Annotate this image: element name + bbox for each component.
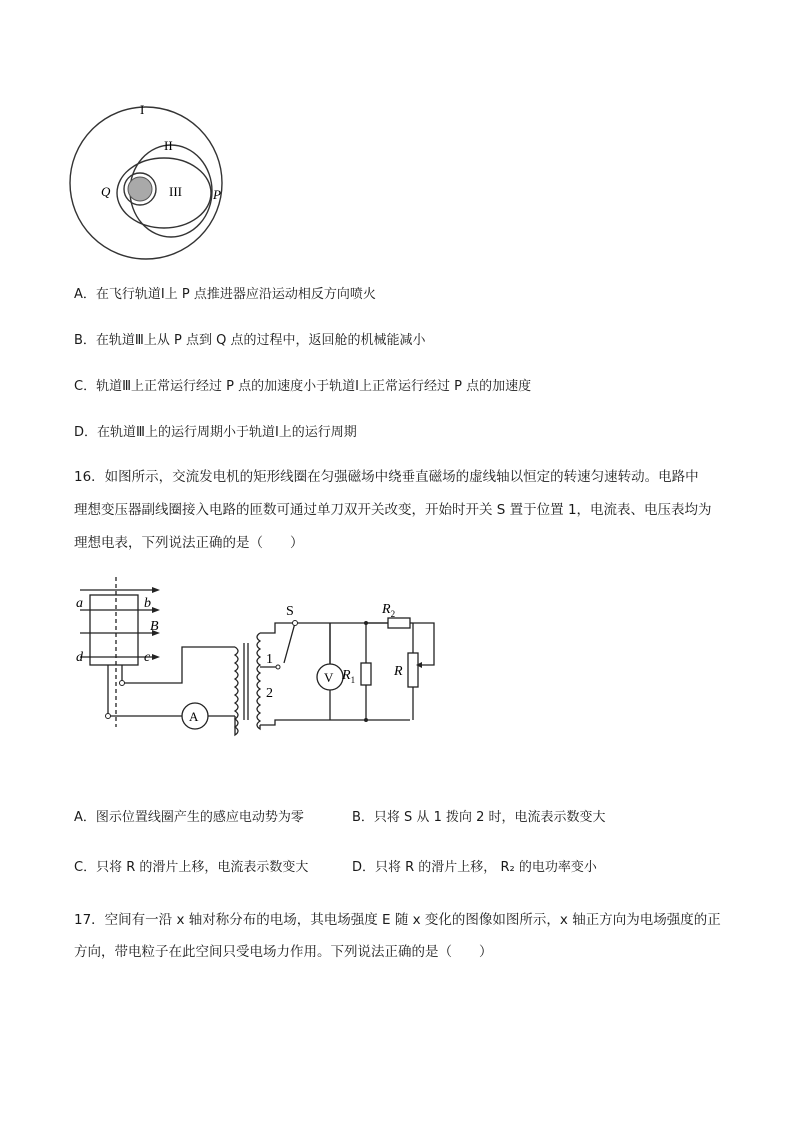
orbit-label-P: P xyxy=(213,187,221,202)
orbit-label-II: II xyxy=(164,138,173,153)
arrowhead-c xyxy=(152,654,160,660)
r1-resistor xyxy=(361,663,371,685)
label-R2: $R_2$ xyxy=(382,602,396,619)
ammeter-label: A xyxy=(189,709,199,724)
coil-lead-left xyxy=(108,665,182,716)
orbit-figure xyxy=(60,95,240,265)
label-R: R xyxy=(394,664,403,679)
q16-stem-line2: 理想变压器副线圈接入电路的匝数可通过单刀双开关改变，开始时开关 S 置于位置 1，电流表、电压表均为 xyxy=(74,502,712,518)
switch-pivot xyxy=(293,621,298,626)
tap-bottom xyxy=(260,720,410,725)
q16-option-a: A．图示位置线圈产生的感应电动势为零 xyxy=(74,810,304,825)
q16-option-b: B．只将 S 从 1 拨向 2 时，电流表示数变大 xyxy=(352,810,606,825)
secondary-winding xyxy=(257,633,260,729)
primary-winding xyxy=(235,647,238,735)
coil xyxy=(90,595,138,665)
orbit-label-III: III xyxy=(169,184,182,199)
junction xyxy=(364,621,368,625)
label-R1: $R_1$ xyxy=(342,668,356,685)
coil-lead-right xyxy=(122,647,235,683)
r2-resistor xyxy=(388,618,410,628)
tap-top xyxy=(260,623,295,633)
label-B-field: B xyxy=(150,619,159,634)
label-d: d xyxy=(76,650,83,665)
q16-stem-line3: 理想电表，下列说法正确的是（ ） xyxy=(74,535,304,551)
arrowhead-a xyxy=(152,587,160,593)
label-c: c xyxy=(144,650,151,665)
r-rheostat xyxy=(408,653,418,687)
q16-option-d: D．只将 R 的滑片上移， R₂ 的电功率变小 xyxy=(352,860,597,875)
q17-stem-line1: 17．空间有一沿 x 轴对称分布的电场，其电场强度 E 随 x 变化的图像如图所示，x 轴正方向为电场强度的正 xyxy=(74,912,721,928)
q15-option-c: C．轨道Ⅲ上正常运行经过 P 点的加速度小于轨道Ⅰ上正常运行经过 P 点的加速度 xyxy=(74,379,532,394)
q15-option-a: A．在飞行轨道Ⅰ上 P 点推进器应沿运动相反方向喷火 xyxy=(74,287,376,302)
label-pos1: 1 xyxy=(266,652,273,667)
label-a: a xyxy=(76,596,83,611)
circuit-figure xyxy=(70,575,450,740)
label-pos2: 2 xyxy=(266,686,273,701)
voltmeter-label: V xyxy=(324,670,334,685)
q16-stem-line1: 16．如图所示，交流发电机的矩形线圈在匀强磁场中绕垂直磁场的虚线轴以恒定的转速匀速转动。电路中 xyxy=(74,469,699,485)
orbit-label-Q: Q xyxy=(101,184,111,199)
switch-contact-1 xyxy=(276,665,280,669)
earth xyxy=(128,177,152,201)
q17-stem-line2: 方向，带电粒子在此空间只受电场力作用。下列说法正确的是（ ） xyxy=(74,944,493,960)
q15-option-d: D．在轨道Ⅲ上的运行周期小于轨道Ⅰ上的运行周期 xyxy=(74,425,357,440)
q16-option-c: C．只将 R 的滑片上移，电流表示数变大 xyxy=(74,860,309,875)
arrowhead-b xyxy=(152,607,160,613)
label-b: b xyxy=(144,596,151,611)
junction xyxy=(364,718,368,722)
terminal-left xyxy=(106,714,111,719)
orbit-label-I: I xyxy=(140,102,145,117)
q15-option-b: B．在轨道Ⅲ上从 P 点到 Q 点的过程中，返回舱的机械能减小 xyxy=(74,333,426,348)
switch-blade xyxy=(284,623,295,663)
label-S: S xyxy=(286,604,294,619)
terminal-right xyxy=(120,681,125,686)
